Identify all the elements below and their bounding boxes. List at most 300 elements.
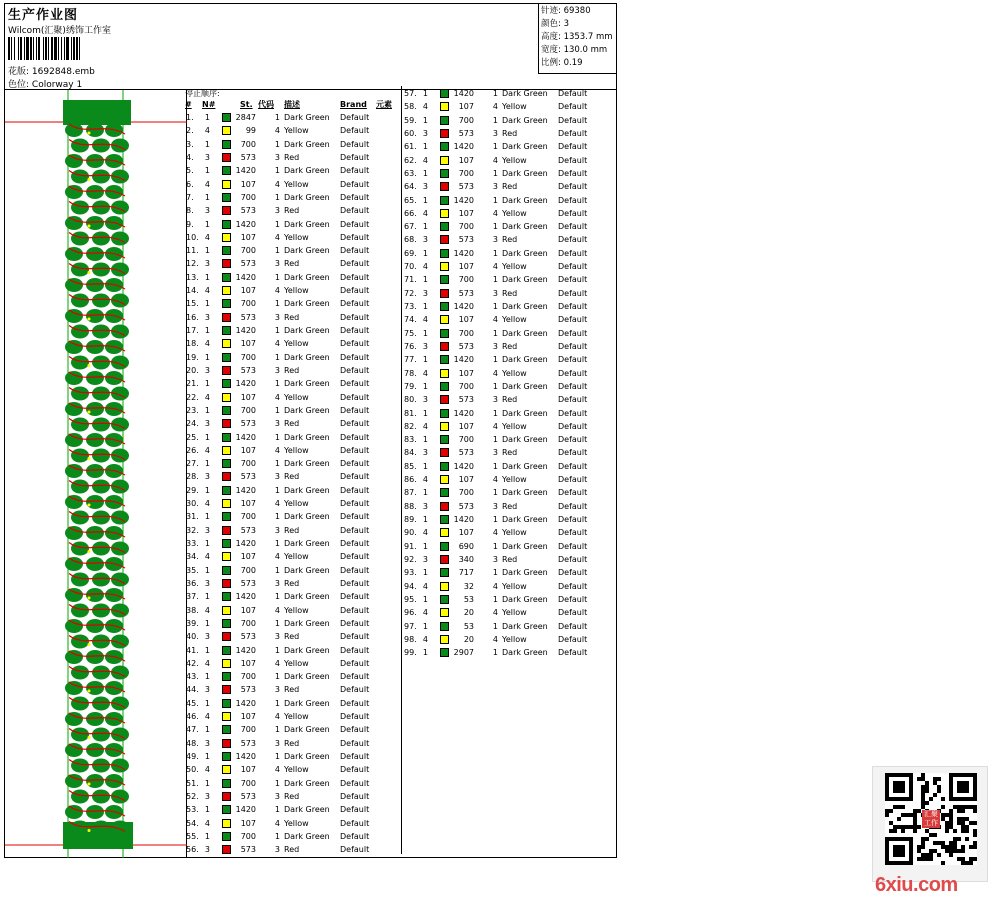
stop-row (402, 353, 611, 366)
stop-index: 27. (186, 459, 199, 469)
stop-row (402, 233, 611, 246)
color-swatch (222, 140, 231, 149)
stop-needle: 1 (204, 618, 210, 628)
stop-description: Red (284, 632, 300, 642)
stop-index: 61. (404, 142, 417, 152)
stop-row (184, 151, 399, 164)
stop-brand: Default (558, 142, 588, 152)
stop-brand: Default (340, 578, 370, 588)
stop-row (184, 537, 399, 550)
column-headers (184, 99, 399, 111)
color-swatch (222, 126, 231, 135)
stop-code: 4 (274, 552, 280, 562)
stop-stitches: 107 (458, 208, 474, 218)
stop-stitches: 573 (240, 472, 256, 482)
stop-description: Dark Green (284, 379, 330, 389)
stop-code: 4 (274, 765, 280, 775)
stop-brand: Default (340, 618, 370, 628)
stop-row (184, 484, 399, 497)
stop-stitches: 107 (458, 315, 474, 325)
stop-index: 41. (186, 645, 199, 655)
stop-code: 1 (274, 246, 280, 256)
stop-stitches: 1420 (235, 166, 256, 176)
stop-brand: Default (340, 539, 370, 548)
stop-needle: 4 (422, 528, 428, 538)
stop-description: Red (284, 206, 300, 216)
color-swatch (222, 113, 231, 122)
color-swatch (440, 568, 449, 577)
stop-index: 15. (186, 299, 199, 309)
stop-row (402, 500, 611, 513)
stop-stitches: 1420 (453, 302, 474, 311)
stop-stitches: 717 (458, 568, 474, 578)
stop-brand: Default (340, 419, 370, 429)
stop-stitches: 700 (458, 115, 474, 125)
stop-row (402, 486, 611, 499)
stop-needle: 4 (204, 712, 210, 722)
stop-brand: Default (340, 685, 370, 695)
stop-description: Yellow (284, 712, 309, 722)
stop-index: 63. (404, 168, 417, 178)
stop-brand: Default (558, 395, 588, 405)
color-swatch (222, 233, 231, 242)
stop-brand: Default (340, 738, 370, 748)
stop-code: 1 (274, 752, 280, 761)
stop-index: 99. (404, 648, 417, 658)
stop-index: 74. (404, 315, 417, 325)
stop-description: Dark Green (284, 139, 330, 149)
stop-code: 4 (492, 421, 498, 431)
stop-needle: 4 (204, 818, 210, 828)
stop-stitches: 1420 (235, 752, 256, 761)
stop-description: Dark Green (284, 352, 330, 362)
stop-code: 3 (492, 182, 498, 192)
stop-stitches: 2907 (453, 648, 474, 658)
stop-index: 45. (186, 698, 199, 708)
stop-needle: 4 (204, 232, 210, 242)
stop-row (402, 194, 611, 207)
stop-needle: 4 (422, 155, 428, 165)
stop-row (184, 204, 399, 217)
color-swatch (440, 156, 449, 165)
stop-index: 71. (404, 275, 417, 285)
stop-row (184, 311, 399, 324)
stop-brand: Default (340, 299, 370, 309)
stop-description: Red (284, 845, 300, 855)
stop-brand: Default (340, 392, 370, 402)
stop-row (402, 593, 611, 606)
stop-index: 24. (186, 419, 199, 429)
stop-description: Yellow (284, 232, 309, 242)
stop-index: 31. (186, 512, 199, 522)
stop-brand: Default (340, 379, 370, 389)
stop-description: Yellow (284, 499, 309, 509)
stop-needle: 1 (422, 248, 428, 258)
stop-description: Red (502, 288, 518, 298)
stop-brand: Default (340, 339, 370, 349)
color-swatch (222, 153, 231, 162)
stop-row (402, 180, 611, 193)
stop-code: 1 (274, 539, 280, 548)
stop-stitches: 700 (240, 778, 256, 788)
stop-description: Dark Green (284, 485, 330, 495)
stop-description: Dark Green (284, 219, 330, 229)
stop-row (402, 273, 611, 286)
stop-stitches: 573 (240, 525, 256, 535)
stop-description: Dark Green (502, 488, 548, 498)
color-swatch (222, 566, 231, 575)
stop-index: 60. (404, 128, 417, 138)
stop-brand: Default (340, 765, 370, 775)
stop-brand: Default (340, 232, 370, 242)
stop-index: 80. (404, 395, 417, 405)
stop-row (184, 737, 399, 750)
stop-index: 14. (186, 286, 199, 296)
stop-stitches: 1420 (235, 645, 256, 655)
stop-needle: 1 (204, 166, 210, 176)
stop-index: 56. (186, 845, 199, 855)
stop-needle: 1 (422, 89, 428, 98)
stop-code: 4 (274, 445, 280, 455)
stop-index: 65. (404, 195, 417, 205)
stop-stitches: 573 (240, 206, 256, 216)
stop-stitches: 1420 (453, 515, 474, 524)
stop-index: 90. (404, 528, 417, 538)
stop-stitches: 700 (240, 618, 256, 628)
stop-code: 4 (274, 179, 280, 189)
stop-code: 4 (492, 102, 498, 112)
stop-brand: Default (558, 435, 588, 445)
color-swatch (222, 299, 231, 308)
stop-code: 1 (492, 568, 498, 578)
stop-index: 36. (186, 578, 199, 588)
stop-row (184, 284, 399, 297)
stop-code: 3 (492, 395, 498, 405)
stop-brand: Default (340, 605, 370, 615)
stop-brand: Default (558, 568, 588, 578)
color-swatch (440, 448, 449, 457)
stop-row (402, 127, 611, 140)
color-swatch (222, 712, 231, 721)
stop-index: 93. (404, 568, 417, 578)
color-swatch (440, 502, 449, 511)
stop-needle: 4 (422, 102, 428, 112)
stop-description: Red (284, 791, 300, 801)
stop-row (184, 630, 399, 643)
stop-brand: Default (558, 621, 588, 631)
stop-brand: Default (558, 515, 588, 524)
stop-brand: Default (558, 461, 588, 471)
stop-stitches: 32 (463, 581, 474, 591)
stop-code: 1 (274, 698, 280, 708)
stop-stitches: 1420 (235, 219, 256, 229)
stop-index: 77. (404, 355, 417, 365)
color-swatch (222, 273, 231, 282)
color-swatch (222, 792, 231, 801)
colorway-label: 色位: (8, 80, 30, 90)
stop-stitches: 700 (458, 222, 474, 232)
stop-code: 4 (274, 339, 280, 349)
stop-brand: Default (340, 778, 370, 788)
stop-index: 76. (404, 341, 417, 351)
stop-index: 84. (404, 448, 417, 458)
stop-description: Red (284, 472, 300, 482)
stop-brand: Default (340, 126, 370, 136)
stop-description: Dark Green (284, 618, 330, 628)
stop-code: 4 (274, 605, 280, 615)
color-swatch (440, 369, 449, 378)
stop-description: Red (284, 259, 300, 269)
stop-row (184, 138, 399, 151)
stop-brand: Default (558, 381, 588, 391)
color-swatch (440, 342, 449, 351)
stop-code: 4 (492, 155, 498, 165)
stop-stitches: 1420 (235, 432, 256, 442)
stop-rows-left (184, 111, 399, 857)
stop-code: 1 (274, 352, 280, 362)
stop-index: 82. (404, 421, 417, 431)
stop-row (184, 377, 399, 390)
stop-brand: Default (340, 206, 370, 216)
stop-row (184, 710, 399, 723)
stop-description: Dark Green (502, 568, 548, 578)
stop-brand: Default (340, 139, 370, 149)
stop-row (184, 777, 399, 790)
stop-brand: Default (558, 594, 588, 604)
stop-needle: 3 (204, 525, 210, 535)
color-swatch (440, 262, 449, 271)
stop-description: Dark Green (502, 275, 548, 285)
stop-description: Dark Green (502, 328, 548, 338)
color-swatch (222, 193, 231, 202)
color-swatch (222, 592, 231, 601)
stop-description: Dark Green (284, 778, 330, 788)
stop-index: 12. (186, 259, 199, 269)
stop-description: Dark Green (284, 805, 330, 815)
stop-needle: 1 (204, 352, 210, 362)
stop-stitches: 107 (240, 445, 256, 455)
design-file (8, 64, 95, 77)
stop-needle: 3 (204, 419, 210, 429)
stop-stitches: 700 (240, 565, 256, 575)
stop-index: 97. (404, 621, 417, 631)
stop-stitches: 700 (240, 512, 256, 522)
stop-row (184, 750, 399, 763)
color-swatch (222, 659, 231, 668)
stop-row (402, 526, 611, 539)
stop-needle: 4 (204, 126, 210, 136)
stop-needle: 1 (204, 831, 210, 841)
stop-stitches: 107 (240, 765, 256, 775)
stop-index: 2. (186, 126, 194, 136)
stop-code: 1 (274, 192, 280, 202)
stop-description: Dark Green (502, 594, 548, 604)
stop-needle: 3 (204, 206, 210, 216)
color-swatch (222, 220, 231, 229)
qr-logo: 汇聚工作 (924, 810, 938, 827)
stop-description: Dark Green (284, 166, 330, 176)
stop-code: 4 (274, 658, 280, 668)
stop-index: 21. (186, 379, 199, 389)
stop-code: 4 (274, 126, 280, 136)
stop-code: 1 (492, 222, 498, 232)
color-swatch (440, 648, 449, 657)
stop-brand: Default (340, 179, 370, 189)
stop-code: 3 (274, 738, 280, 748)
stop-row (184, 391, 399, 404)
stop-code: 1 (274, 379, 280, 389)
stop-index: 39. (186, 618, 199, 628)
col-header-code: 代码 (258, 100, 274, 109)
color-swatch (440, 249, 449, 258)
stop-index: 89. (404, 515, 417, 524)
stop-row (184, 218, 399, 231)
stop-needle: 1 (204, 752, 210, 761)
stop-code: 1 (274, 645, 280, 655)
stop-stitches: 1420 (235, 379, 256, 389)
stop-code: 3 (492, 288, 498, 298)
stop-needle: 3 (422, 554, 428, 564)
stop-stitches: 573 (240, 845, 256, 855)
stop-code: 3 (274, 578, 280, 588)
stop-brand: Default (340, 658, 370, 668)
color-swatch (440, 422, 449, 431)
stop-brand: Default (340, 166, 370, 176)
stop-row (402, 207, 611, 220)
stop-description: Dark Green (284, 299, 330, 309)
color-swatch (440, 302, 449, 311)
stop-stitches: 700 (458, 168, 474, 178)
color-swatch (222, 419, 231, 428)
stop-code: 4 (274, 392, 280, 402)
stop-stitches: 1420 (235, 272, 256, 282)
stop-row (184, 417, 399, 430)
stop-brand: Default (340, 592, 370, 602)
stop-index: 8. (186, 206, 194, 216)
stop-row (184, 257, 399, 270)
stop-stitches: 573 (458, 448, 474, 458)
stop-code: 1 (274, 139, 280, 149)
stats-panel (538, 4, 616, 74)
stop-brand: Default (558, 89, 588, 98)
stop-code: 1 (274, 166, 280, 176)
stop-description: Yellow (284, 126, 309, 136)
stop-description: Yellow (502, 368, 527, 378)
color-swatch (440, 435, 449, 444)
stop-description: Dark Green (284, 831, 330, 841)
stop-needle: 3 (204, 578, 210, 588)
stop-needle: 1 (422, 381, 428, 391)
stop-needle: 1 (204, 672, 210, 682)
stop-needle: 3 (204, 365, 210, 375)
stop-needle: 4 (204, 658, 210, 668)
stop-needle: 4 (422, 634, 428, 644)
stop-needle: 3 (204, 312, 210, 322)
stop-brand: Default (340, 326, 370, 335)
stop-brand: Default (558, 368, 588, 378)
color-swatch (222, 646, 231, 655)
stop-stitches: 700 (240, 831, 256, 841)
color-swatch (440, 329, 449, 338)
color-swatch (222, 433, 231, 442)
stop-brand: Default (340, 259, 370, 269)
stop-index: 73. (404, 302, 417, 311)
stop-needle: 4 (204, 445, 210, 455)
stop-index: 83. (404, 435, 417, 445)
stop-brand: Default (340, 365, 370, 375)
stop-stitches: 573 (458, 235, 474, 245)
stop-needle: 1 (422, 302, 428, 311)
stop-stitches: 1420 (453, 461, 474, 471)
stop-row (402, 606, 611, 619)
stop-code: 3 (274, 419, 280, 429)
stop-row (402, 367, 611, 380)
color-swatch (222, 366, 231, 375)
stop-description: Red (502, 448, 518, 458)
color-swatch (222, 765, 231, 774)
stop-description: Dark Green (284, 565, 330, 575)
stop-description: Dark Green (502, 648, 548, 658)
color-swatch (222, 739, 231, 748)
stop-needle: 4 (422, 421, 428, 431)
stop-brand: Default (340, 645, 370, 655)
stop-code: 1 (274, 113, 280, 122)
stop-row (402, 553, 611, 566)
stop-code: 3 (492, 501, 498, 511)
stop-description: Yellow (502, 315, 527, 325)
stop-brand: Default (340, 831, 370, 841)
stop-stitches: 1420 (453, 248, 474, 258)
stop-stitches: 1420 (235, 592, 256, 602)
stop-brand: Default (340, 805, 370, 815)
stop-row (184, 111, 399, 124)
stop-brand: Default (558, 488, 588, 498)
stop-code: 3 (274, 472, 280, 482)
stop-index: 17. (186, 326, 199, 335)
stop-brand: Default (340, 565, 370, 575)
embroidery-preview-image (5, 90, 187, 858)
stop-index: 6. (186, 179, 194, 189)
stop-description: Dark Green (284, 192, 330, 202)
stop-stitches: 107 (458, 528, 474, 538)
stop-stitches: 573 (458, 288, 474, 298)
stop-index: 40. (186, 632, 199, 642)
barcode (8, 37, 134, 60)
color-swatch (440, 355, 449, 364)
stop-description: Red (502, 501, 518, 511)
stop-stitches: 1420 (235, 805, 256, 815)
stop-brand: Default (340, 352, 370, 362)
stop-row (184, 351, 399, 364)
color-swatch (222, 752, 231, 761)
stop-index: 69. (404, 248, 417, 258)
stop-description: Dark Green (284, 113, 330, 122)
color-swatch (440, 462, 449, 471)
stop-stitches: 107 (240, 392, 256, 402)
stop-needle: 4 (422, 368, 428, 378)
stop-index: 67. (404, 222, 417, 232)
stop-row (402, 100, 611, 113)
stop-stitches: 107 (458, 102, 474, 112)
stop-code: 1 (492, 302, 498, 311)
stop-stitches: 700 (240, 352, 256, 362)
stop-row (184, 763, 399, 776)
stat-width: 宽度: 130.0 mm (541, 45, 608, 55)
stop-index: 5. (186, 166, 194, 176)
stop-brand: Default (558, 475, 588, 485)
stop-index: 66. (404, 208, 417, 218)
stop-stitches: 573 (240, 578, 256, 588)
